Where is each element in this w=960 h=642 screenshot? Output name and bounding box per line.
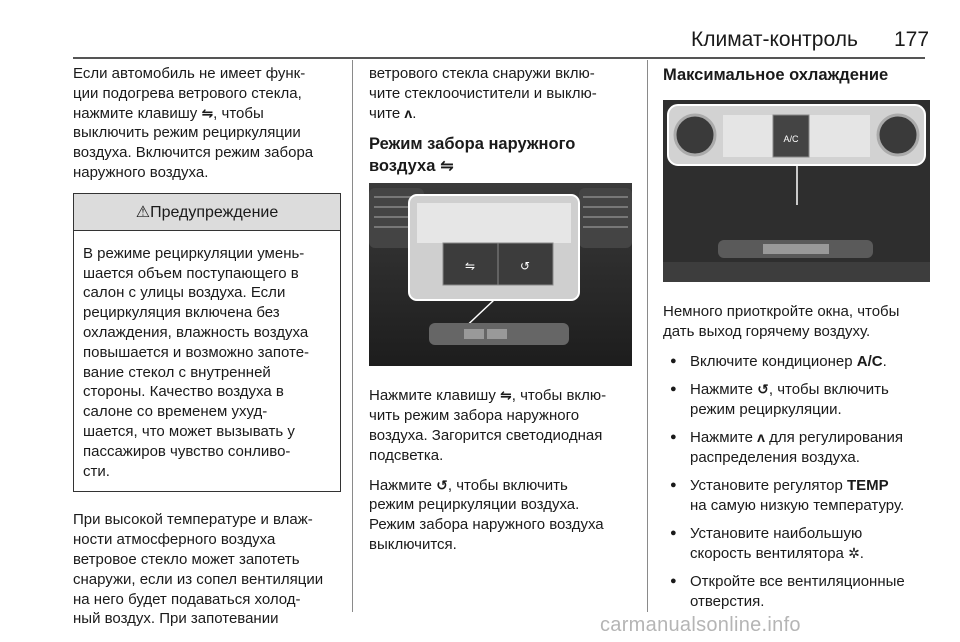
warning-header [74,194,340,231]
svg-text:↺: ↺ [519,259,531,274]
column-2 [369,64,633,565]
warning-text: В режиме рециркуляции умень- шается объем поступающего в салон с улицы воздуха. Если рециркуляция включена без охлаждения, влажность воздуха повышается и возможно запоте- вание стекол с внутренней стороны. Качество воздуха в салоне со временем ухуд- шается, что может вызывать у пассажиров чувство сонливо- сти. [83,244,310,480]
page-number: 177 [894,28,930,51]
max-cooling-intro: Немного приоткройте окна, чтобы дать выход горячему воздуху. [663,303,900,340]
recirculation-icon: ↺ [436,476,448,493]
max-cooling-heading: Максимальное охлаждение [663,66,889,84]
list-item: ● Нажмите ↺, чтобы включить режим рециркуляции. [663,380,931,419]
air-distribution-icon: ᴧ [757,429,765,446]
outside-air-heading: Режим забора наружного воздуха ⇋ [369,135,576,176]
wiper-off-icon: ᴧ [404,104,413,121]
svg-text:⇋: ⇋ [464,259,476,274]
recirc-paragraph: Нажмите ↺, чтобы включить режим рециркуляции воздуха. Режим забора наружного воздуха выключится. [369,476,604,553]
warning-icon: ⚠ [135,203,151,221]
section-title: Климат-контроль [691,28,858,51]
outside-air-icon: ⇋ [201,104,214,121]
outside-air-icon: ⇋ [439,157,454,176]
console-photo-max-cooling [663,100,930,282]
warning-title: Предупреждение [150,203,279,221]
condensation-paragraph: При высокой температуре и влаж- ности атмосферного воздуха ветровое стекло может запотеть снаружи, если из сопел вентиляции на него будет подаваться холод- ный воздух. При запотевании [73,511,324,628]
column-divider [647,60,648,612]
max-cooling-steps [663,352,931,612]
column-divider [352,60,353,612]
list-item: ● Нажмите ᴧ для регулирования распределения воздуха. [663,428,931,467]
watermark: carmanualsonline.info [600,614,801,636]
header-rule [73,57,925,59]
svg-text:A/C: A/C [783,134,799,144]
fan-icon: ✲ [848,544,860,561]
list-item: ● Установите наибольшую скорость вентилятора ✲. [663,524,931,563]
column-1 [73,64,341,639]
list-item: ● Установите регулятор TEMP на самую низкую температуру. [663,476,931,515]
page-header [0,28,960,58]
outside-air-icon: ⇋ [500,387,512,404]
intro-paragraph: Если автомобиль не имеет функ- ции подогрева ветрового стекла, нажмите клавишу ⇋, чтобы выключить режим рециркуляции воздуха. Включится режим забора наружного воздуха. [73,65,314,181]
continuation-paragraph: ветрового стекла снаружи вклю- чите стеклоочистители и выклю- чите ᴧ. [369,65,597,122]
list-item: ● Откройте все вентиляционные отверстия. [663,572,931,611]
outside-air-paragraph: Нажмите клавишу ⇋, чтобы вклю- чить режим забора наружного воздуха. Загорится светодиодная подсветка. [369,387,607,464]
recirculation-icon: ↺ [757,381,769,398]
console-photo-outside-air [369,183,632,366]
warning-box [73,193,341,493]
list-item: ● Включите кондиционер A/C. [663,352,931,372]
column-3 [663,64,931,620]
